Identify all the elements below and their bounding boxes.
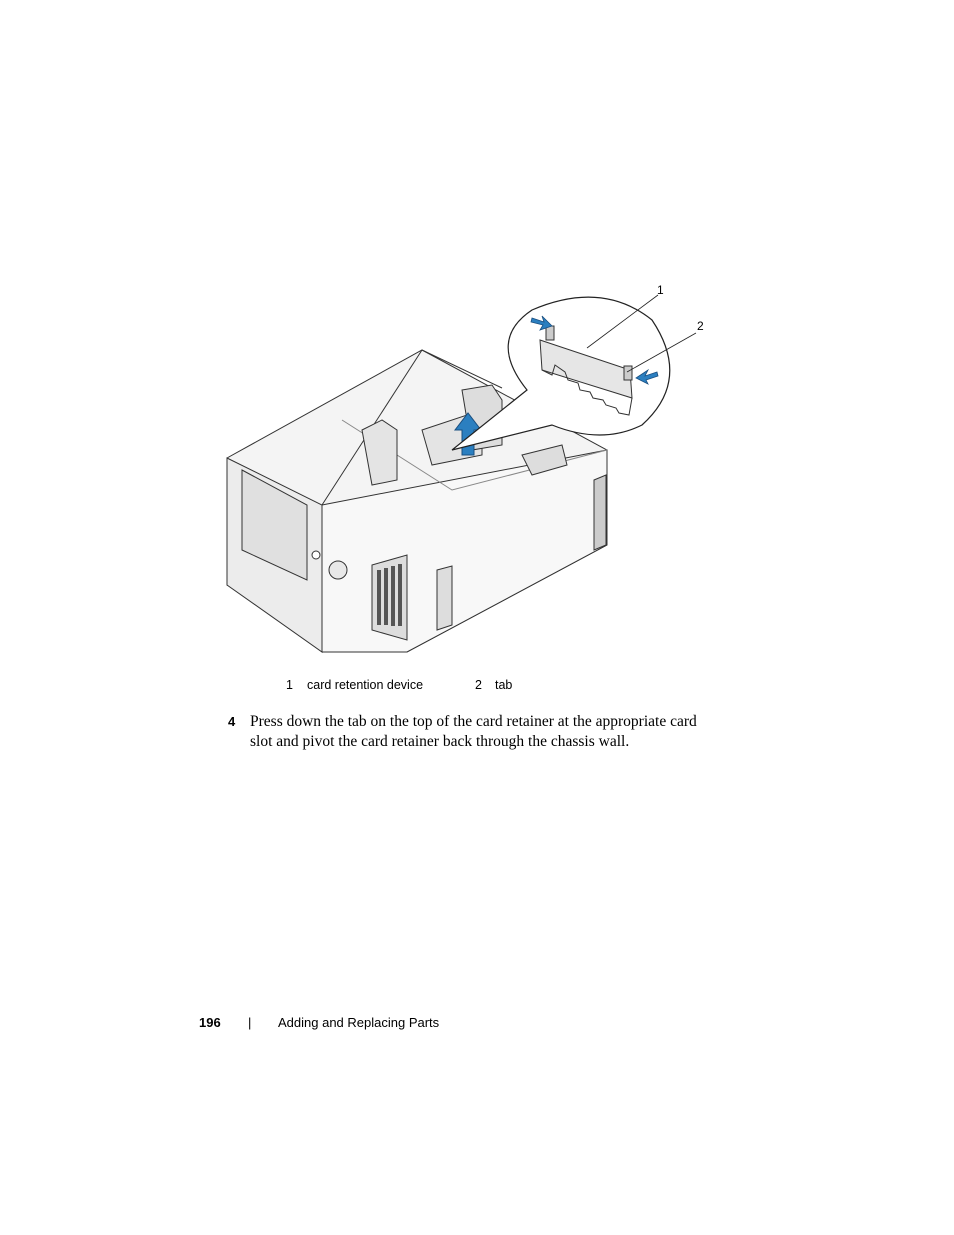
step-number: 4 (228, 714, 236, 729)
legend-label: tab (495, 678, 513, 692)
footer-section-title: Adding and Replacing Parts (278, 1015, 440, 1030)
legend-number: 2 (475, 678, 482, 692)
legend-number: 1 (286, 678, 293, 692)
legend-label: card retention device (307, 678, 424, 692)
chassis-diagram (222, 280, 712, 660)
computer-chassis-illustration (222, 280, 712, 660)
footer-separator: | (248, 1015, 252, 1030)
step-text: Press down the tab on the top of the card retainer at the appropriate card slot and pivot the card retainer back through the chassis wall. (250, 713, 697, 750)
callout-bubble (452, 295, 696, 450)
page-number: 196 (199, 1015, 221, 1030)
callout-label-1: 1 (657, 283, 664, 297)
callout-label-2: 2 (697, 319, 704, 333)
